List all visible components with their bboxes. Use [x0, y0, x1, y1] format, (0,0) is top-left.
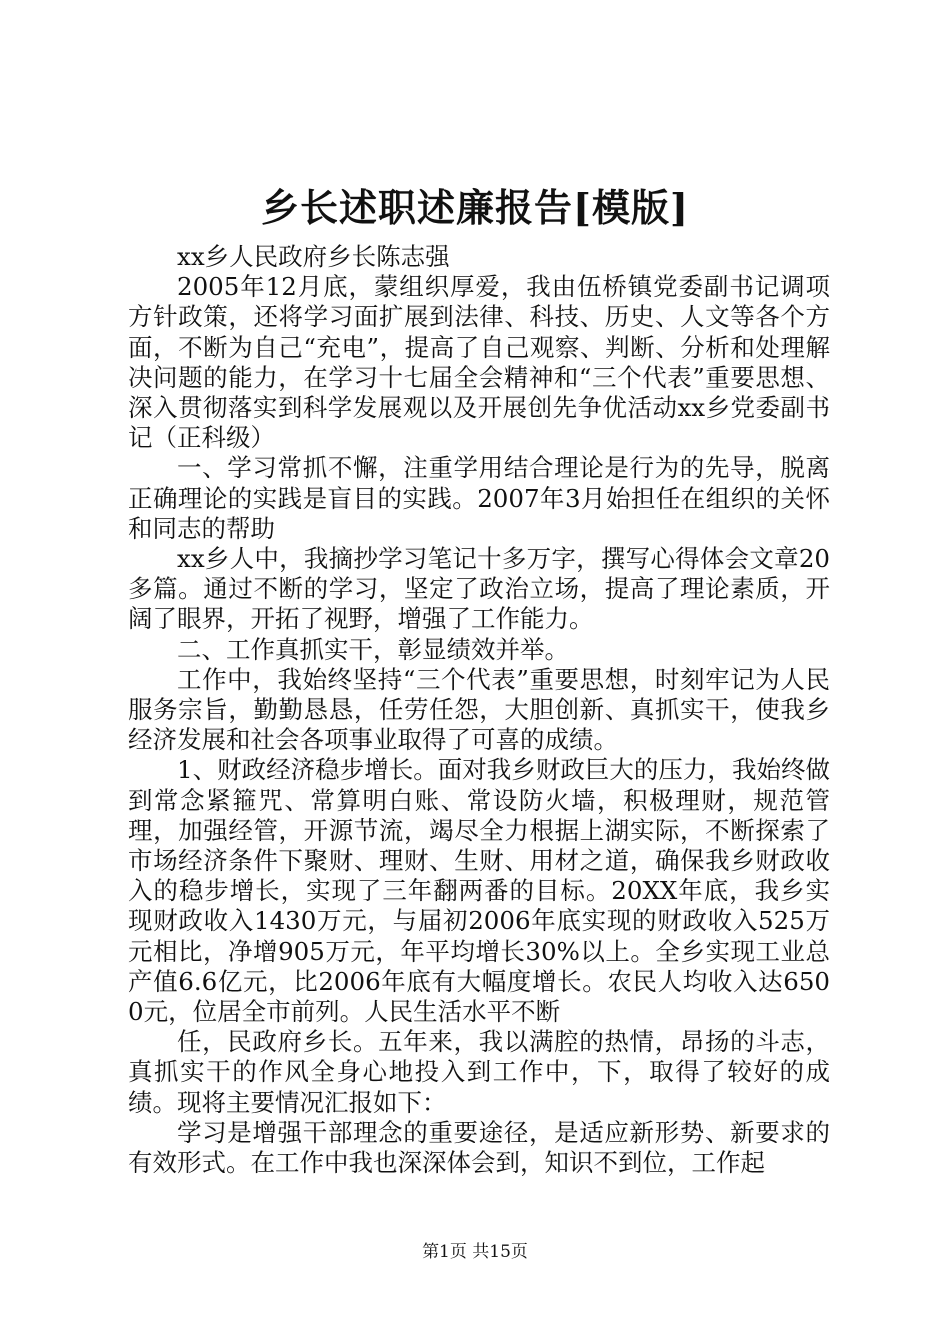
paragraph: 工作中，我始终坚持“三个代表”重要思想，时刻牢记为人民服务宗旨，勤勤恳恳，任劳任怨，大胆创新、真抓实干，使我乡经济发展和社会各项事业取得了可喜的成绩。 — [128, 664, 830, 755]
paragraph-author: xx乡人民政府乡长陈志强 — [177, 242, 450, 271]
paragraph: 2005年12月底，蒙组织厚爱，我由伍桥镇党委副书记调项方针政策，还将学习面扩展到法律、科技、历史、人文等各个方面，不断为自己“充电”，提高了自己观察、判断、分析和处理解决问题的能力，在学习十七届全会精神和“三个代表”重要思想、深入贯彻落实到科学发展观以及开展创先争优活动xx乡党委副书记（正科级） — [128, 272, 830, 453]
document-body — [128, 242, 830, 1178]
paragraph: 一、学习常抓不懈，注重学用结合理论是行为的先导，脱离正确理论的实践是盲目的实践。2007年3月始担任在组织的关怀和同志的帮助 — [128, 453, 830, 543]
paragraph: 二、工作真抓实干，彰显绩效并举。 — [177, 634, 569, 664]
paragraph: 1、财政经济稳步增长。面对我乡财政巨大的压力，我始终做到常念紧箍咒、常算明白账、常设防火墙，积极理财，规范管理，加强经管，开源节流，竭尽全力根据上湖实际，不断探索了市场经济条件下聚财、理财、生财、用材之道，确保我乡财政收入的稳步增长，实现了三年翻两番的目标。20XX年底，我乡实现财政收入1430万元，与届初2006年底实现的财政收入525万元相比，净增905万元，年平均增长30%以上。全乡实现工业总产值6.6亿元，比2006年底有大幅度增长。农民人均收入达6500元，位居全市前列。人民生活水平不断 — [128, 755, 830, 1027]
paragraph: 任，民政府乡长。五年来，我以满腔的热情，昂扬的斗志，真抓实干的作风全身心地投入到工作中，下，取得了较好的成绩。现将主要情况汇报如下： — [128, 1027, 830, 1117]
page-number-footer: 第1页 共15页 — [422, 1242, 528, 1262]
paragraph: xx乡人中，我摘抄学习笔记十多万字，撰写心得体会文章20多篇。通过不断的学习，坚定了政治立场，提高了理论素质，开阔了眼界，开拓了视野，增强了工作能力。 — [128, 544, 830, 634]
paragraph: 学习是增强干部理念的重要途径，是适应新形势、新要求的有效形式。在工作中我也深深体会到，知识不到位，工作起 — [128, 1117, 830, 1178]
document-title: 乡长述职述廉报告[模版] — [261, 185, 689, 230]
